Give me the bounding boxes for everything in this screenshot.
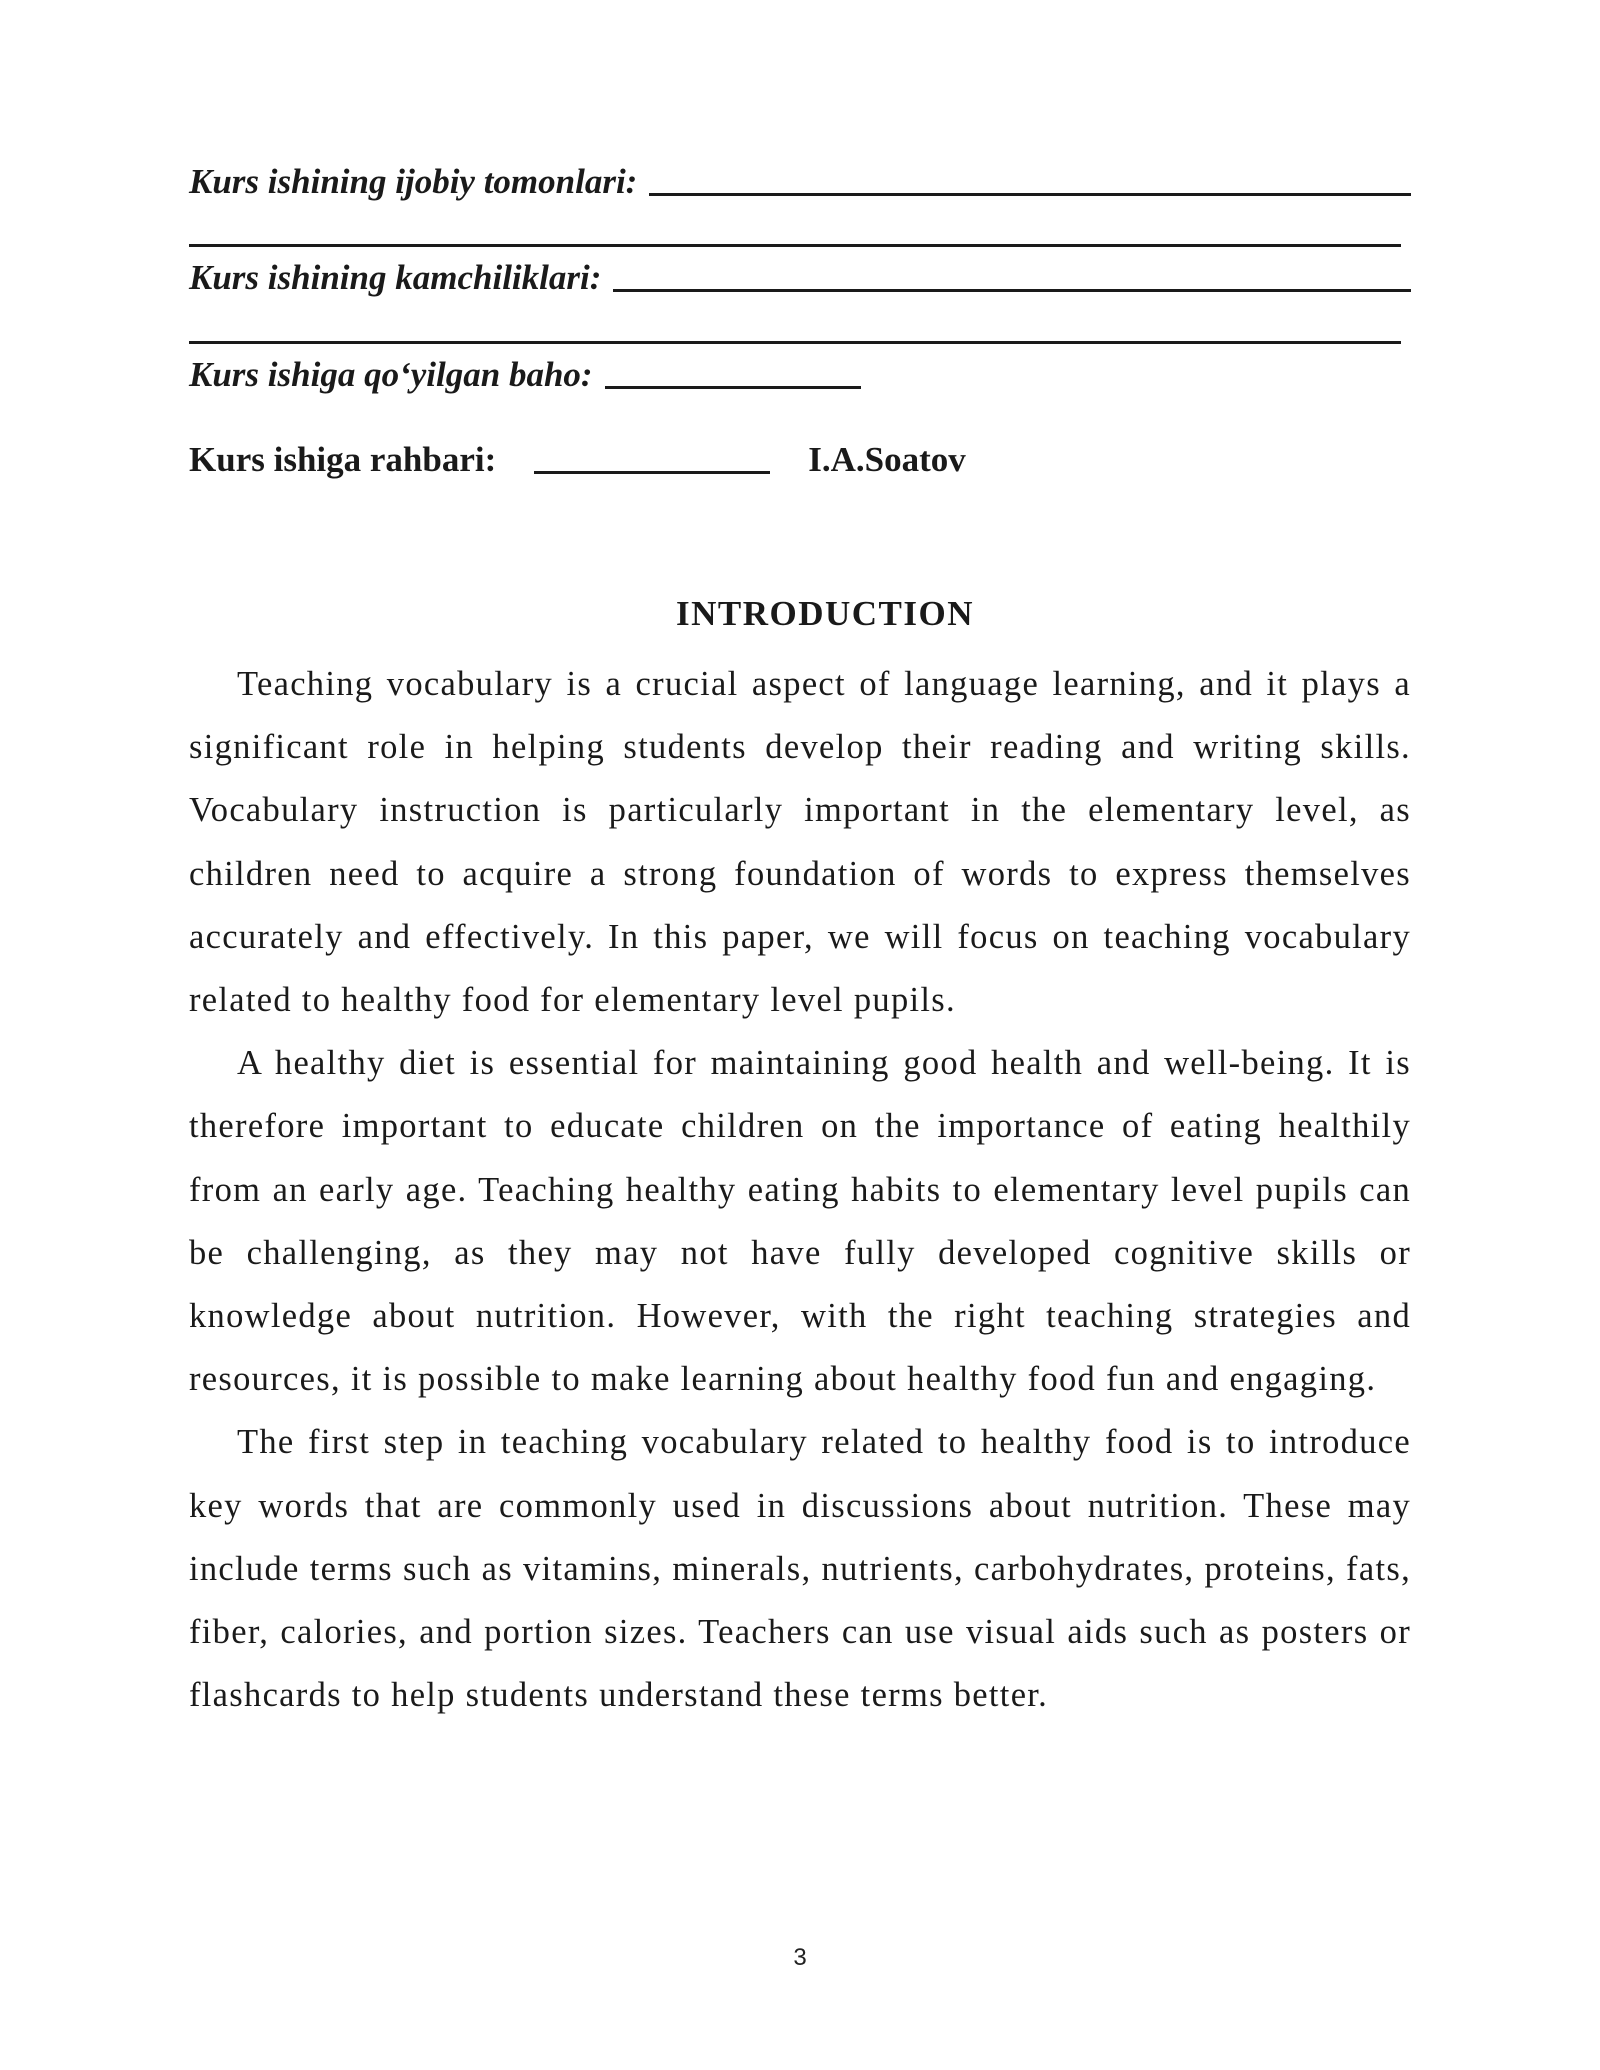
document-page [189,0,1411,2070]
positives-blank [649,193,1411,196]
shortcomings-continuation-line [189,341,1401,344]
supervisor-row [189,440,966,480]
positives-row [189,154,1411,202]
page-number: 3 [793,1944,807,1971]
grade-blank [605,386,861,389]
positives-continuation-line [189,244,1401,247]
shortcomings-blank [613,289,1411,292]
introduction-heading: INTRODUCTION [675,594,975,633]
grade-row [189,347,861,395]
signature-blank [534,471,770,474]
grade-label: Kurs ishiga qo‘yilgan baho: [189,355,593,394]
paragraph: Teaching vocabulary is a crucial aspect of language learning, and it plays a significant role in helping students develop their reading and writing skills. Vocabulary instruction is particularly important in the elementary level, as children need to acquire a strong foundation of words to express themselves accurately and effectively. In this paper, we will focus on teaching vocabulary related to healthy food for elementary level pupils. [189,665,1411,1020]
positives-label: Kurs ishining ijobiy tomonlari: [189,162,638,201]
shortcomings-label: Kurs ishining kamchiliklari: [189,258,602,297]
paragraph: The first step in teaching vocabulary related to healthy food is to introduce key words that are commonly used in discussions about nutrition. These may include terms such as vitamins, minerals, nutrients, carbohydrates, proteins, fats, fiber, calories, and portion sizes. Teachers can use visual aids such as posters or flashcards to help students understand these terms better. [189,1423,1411,1715]
supervisor-label: Kurs ishiga rahbari: [189,440,497,479]
supervisor-name: I.A.Soatov [808,440,966,479]
introduction-body [189,653,1411,1727]
shortcomings-row [189,250,1411,298]
paragraph: A healthy diet is essential for maintaining good health and well-being. It is therefore important to educate children on the importance of eating healthily from an early age. Teaching healthy eating habits to elementary level pupils can be challenging, as they may not have fully developed cognitive skills or knowledge about nutrition. However, with the right teaching strategies and resources, it is possible to make learning about healthy food fun and engaging. [189,1044,1411,1399]
